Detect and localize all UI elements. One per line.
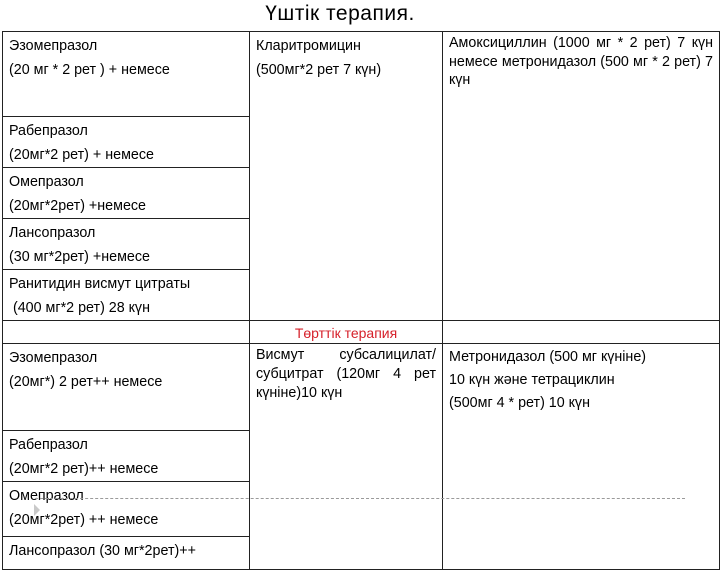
drug-name: Омепразол (9, 174, 84, 190)
table-row (3, 321, 720, 344)
drug-name: Лансопразол (9, 225, 96, 241)
drug-name: Ранитидин висмут цитраты (9, 276, 191, 292)
drug-cell-clarithromycin (250, 32, 443, 321)
pointer-arrow-icon (34, 504, 40, 516)
drug-dose: (20мг*) 2 рет++ немесе (9, 374, 163, 390)
drug-cell-metronidazole (443, 344, 720, 570)
drug-name: Омепразол (9, 488, 84, 504)
drug-dose: (20 мг * 2 рет ) + немесе (9, 62, 170, 78)
drug-name: Кларитромицин (256, 38, 361, 54)
drug-dose: (20мг*2 рет)++ немесе (9, 461, 159, 477)
page-title: Үштік терапия. (265, 2, 415, 25)
drug-cell-lansoprazole (3, 219, 250, 270)
empty-cell (443, 321, 720, 344)
drug-dose: (20мг*2рет) ++ немесе (9, 512, 159, 528)
drug-dose: (20мг*2рет) +немесе (9, 198, 147, 214)
metronidazole-line: Метронидазол (500 мг күніне) (449, 349, 647, 365)
table-row (3, 344, 720, 431)
metronidazole-line: (500мг 4 * рет) 10 күн (449, 395, 590, 411)
bismuth-text: Висмут субсалицилат/ субцитрат (120мг 4 рет күніне)10 күн (256, 347, 436, 401)
drug-name: Рабепразол (9, 437, 88, 453)
drug-name: Эзомепразол (9, 350, 98, 366)
drug-dose: (20мг*2 рет) + немесе (9, 147, 154, 163)
drug-cell-rabeprazole (3, 431, 250, 482)
drug-name: Эзомепразол (9, 38, 98, 54)
therapy-table (2, 31, 720, 570)
drug-name: Рабепразол (9, 123, 88, 139)
drug-cell-esomeprazole (3, 344, 250, 431)
drug-cell-amoxicillin (443, 32, 720, 321)
table-row (3, 32, 720, 117)
drug-cell-rabeprazole (3, 117, 250, 168)
quad-therapy-title: Төрттік терапия (250, 321, 443, 344)
drug-cell-bismuth (250, 344, 443, 570)
dashed-divider (35, 498, 685, 499)
drug-dose: (500мг*2 рет 7 күн) (256, 62, 382, 78)
drug-cell-esomeprazole (3, 32, 250, 117)
drug-cell-omeprazole (3, 168, 250, 219)
drug-dose: (400 мг*2 рет) 28 күн (9, 300, 150, 316)
drug-name: Лансопразол (30 мг*2рет)++ (9, 543, 196, 559)
drug-dose: (30 мг*2рет) +немесе (9, 249, 150, 265)
drug-cell-lansoprazole (3, 537, 250, 570)
drug-cell-ranitidine (3, 270, 250, 321)
metronidazole-line: 10 күн және тетрациклин (449, 372, 615, 388)
empty-cell (3, 321, 250, 344)
amoxicillin-text: Амоксициллин (1000 мг * 2 рет) 7 күн немесе метронидазол (500 мг * 2 рет) 7 күн (449, 35, 713, 88)
